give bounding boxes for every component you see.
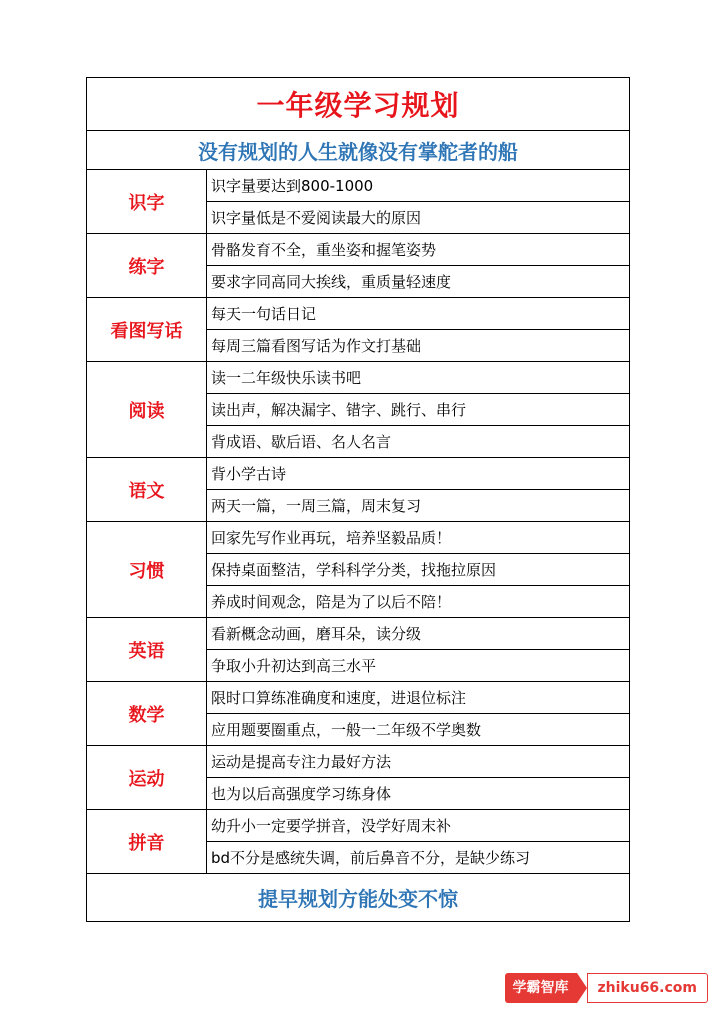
subtitle-row xyxy=(87,131,630,170)
category-label: 拼音 xyxy=(87,810,207,874)
plan-item: 骨骼发育不全，重坐姿和握笔姿势 xyxy=(207,234,630,266)
plan-item: 两天一篇，一周三篇，周末复习 xyxy=(207,490,630,522)
category-label: 语文 xyxy=(87,458,207,522)
plan-item: 背成语、歇后语、名人名言 xyxy=(207,426,630,458)
plan-item: 幼升小一定要学拼音，没学好周末补 xyxy=(207,810,630,842)
plan-row xyxy=(87,234,630,266)
category-label: 练字 xyxy=(87,234,207,298)
plan-row xyxy=(87,362,630,394)
plan-item: 争取小升初达到高三水平 xyxy=(207,650,630,682)
category-label: 阅读 xyxy=(87,362,207,458)
plan-item: 限时口算练准确度和速度，进退位标注 xyxy=(207,682,630,714)
plan-item: 保持桌面整洁，学科科学分类，找拖拉原因 xyxy=(207,554,630,586)
category-label: 看图写话 xyxy=(87,298,207,362)
plan-item: 每天一句话日记 xyxy=(207,298,630,330)
title-row xyxy=(87,78,630,131)
plan-row xyxy=(87,810,630,842)
plan-item: 要求字同高同大挨线，重质量轻速度 xyxy=(207,266,630,298)
plan-row xyxy=(87,458,630,490)
plan-item: 读出声，解决漏字、错字、跳行、串行 xyxy=(207,394,630,426)
watermark-brand: 学霸智库 xyxy=(505,973,577,1003)
study-plan-table xyxy=(86,77,630,922)
plan-item: 养成时间观念，陪是为了以后不陪！ xyxy=(207,586,630,618)
category-label: 数学 xyxy=(87,682,207,746)
plan-item: 运动是提高专注力最好方法 xyxy=(207,746,630,778)
plan-row xyxy=(87,682,630,714)
plan-item: 识字量要达到800-1000 xyxy=(207,170,630,202)
plan-item: 应用题要圈重点，一般一二年级不学奥数 xyxy=(207,714,630,746)
footer-row xyxy=(87,874,630,922)
plan-item: bd不分是感统失调，前后鼻音不分，是缺少练习 xyxy=(207,842,630,874)
category-label: 识字 xyxy=(87,170,207,234)
plan-row xyxy=(87,298,630,330)
site-watermark xyxy=(505,973,709,1003)
plan-item: 也为以后高强度学习练身体 xyxy=(207,778,630,810)
plan-item: 看新概念动画，磨耳朵，读分级 xyxy=(207,618,630,650)
plan-item: 识字量低是不爱阅读最大的原因 xyxy=(207,202,630,234)
page-title: 一年级学习规划 xyxy=(87,78,630,131)
category-label: 运动 xyxy=(87,746,207,810)
plan-item: 每周三篇看图写话为作文打基础 xyxy=(207,330,630,362)
category-label: 习惯 xyxy=(87,522,207,618)
footer-motto: 提早规划方能处变不惊 xyxy=(87,874,630,922)
plan-item: 读一二年级快乐读书吧 xyxy=(207,362,630,394)
plan-row xyxy=(87,618,630,650)
plan-item: 背小学古诗 xyxy=(207,458,630,490)
plan-row xyxy=(87,746,630,778)
watermark-arrow-icon xyxy=(577,973,587,1003)
watermark-site: zhiku66.com xyxy=(587,973,709,1003)
page-subtitle: 没有规划的人生就像没有掌舵者的船 xyxy=(87,131,630,170)
plan-row xyxy=(87,522,630,554)
plan-item: 回家先写作业再玩，培养坚毅品质！ xyxy=(207,522,630,554)
category-label: 英语 xyxy=(87,618,207,682)
plan-row xyxy=(87,170,630,202)
